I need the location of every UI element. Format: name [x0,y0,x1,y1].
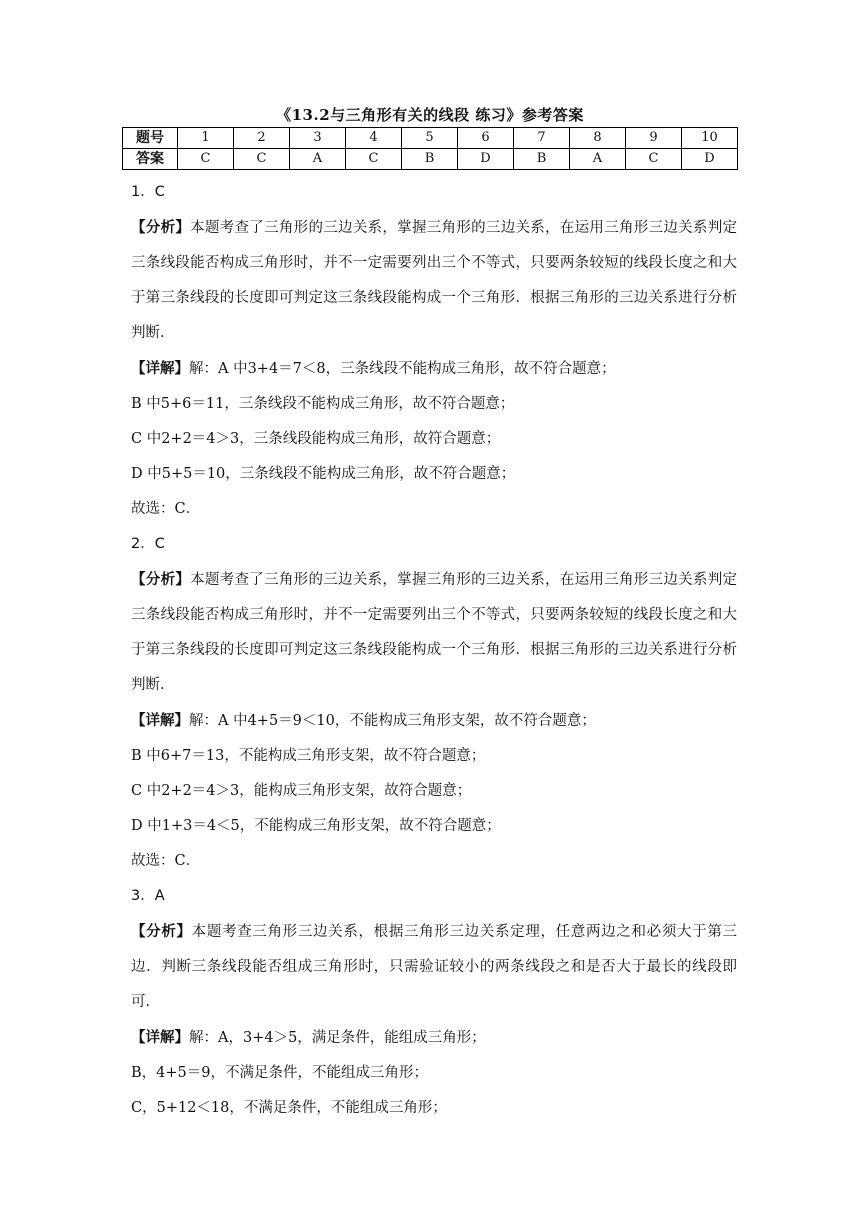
answer-cell: C [346,149,402,170]
row-header-answers: 答案 [123,149,178,170]
detail-line [131,351,737,387]
detail-line: C，5+12＜18，不满足条件，不能组成三角形； [131,1100,447,1116]
detail-line [131,703,737,739]
detail-text: 解：A，3+4＞5，满足条件，能组成三角形； [189,1030,486,1046]
answer-cell: D [458,149,514,170]
question-number-cell: 5 [402,128,458,149]
answer-cell: C [626,149,682,170]
detail-line: C 中2+2＝4＞3，能构成三角形支架，故符合题意； [131,783,472,799]
document-title: 《13.2与三角形有关的线段 练习》参考答案 [276,106,584,124]
question-number-cell: 4 [346,128,402,149]
detail-line: B，4+5＝9，不满足条件，不能组成三角形； [131,1065,428,1081]
answer-key-table [122,127,738,170]
answer-cell: C [178,149,234,170]
question-number-cell: 1 [178,128,234,149]
detail-line: C 中2+2＝4＞3，三条线段能构成三角形，故符合题意； [131,431,501,447]
analysis-paragraph [131,210,737,351]
detail-line: B 中5+6＝11，三条线段不能构成三角形，故不符合题意； [131,396,515,412]
detail-line: D 中5+5＝10，三条线段不能构成三角形，故不符合题意； [131,466,516,482]
analysis-paragraph [131,914,737,1020]
analysis-paragraph [131,562,737,703]
detail-text: 解：A 中4+5＝9＜10，不能构成三角形支架，故不符合题意； [189,713,596,729]
row-header-numbers: 题号 [123,128,178,149]
answer-cell: A [570,149,626,170]
conclusion-line: 故选：C． [131,501,201,517]
analysis-label: 【分析】 [131,219,191,236]
analysis-text: 本题考查了三角形的三边关系，掌握三角形的三边关系，在运用三角形三边关系判定三条线段能否构成三角形时，并不一定需要列出三个不等式，只要两条较短的线段长度之和大于第三条线段的长度即可判定这三条线段能构成一个三角形．根据三角形的三边关系进行分析判断． [131,572,738,693]
question-number-cell: 7 [514,128,570,149]
detail-label: 【详解】 [131,360,189,377]
detail-label: 【详解】 [131,712,189,729]
answer-cell: C [234,149,290,170]
detail-line: B 中6+7＝13，不能构成三角形支架，故不符合题意； [131,748,486,764]
question-number-cell: 3 [290,128,346,149]
analysis-label: 【分析】 [131,571,191,588]
question-number-cell: 6 [458,128,514,149]
answer-cell: A [290,149,346,170]
question-heading: 2．C [131,536,165,552]
question-heading: 1．C [131,184,165,200]
analysis-label: 【分析】 [131,923,192,940]
detail-label: 【详解】 [131,1029,189,1046]
answer-cell: B [402,149,458,170]
question-heading: 3．A [131,888,165,904]
detail-text: 解：A 中3+4＝7＜8，三条线段不能构成三角形，故不符合题意； [189,361,616,377]
solutions-body [131,175,737,1126]
question-number-cell: 10 [682,128,738,149]
table-row-numbers [123,128,738,149]
answer-cell: B [514,149,570,170]
question-number-cell: 2 [234,128,290,149]
question-number-cell: 9 [626,128,682,149]
conclusion-line: 故选：C． [131,853,201,869]
table-row-answers [123,149,738,170]
analysis-text: 本题考查了三角形的三边关系，掌握三角形的三边关系，在运用三角形三边关系判定三条线段能否构成三角形时，并不一定需要列出三个不等式，只要两条较短的线段长度之和大于第三条线段的长度即可判定这三条线段能构成一个三角形．根据三角形的三边关系进行分析判断． [131,220,738,341]
question-number-cell: 8 [570,128,626,149]
answer-cell: D [682,149,738,170]
analysis-text: 本题考查三角形三边关系，根据三角形三边关系定理，任意两边之和必须大于第三边．判断三条线段能否组成三角形时，只需验证较小的两条线段之和是否大于最长的线段即可． [131,924,738,1010]
detail-line: D 中1+3＝4＜5，不能构成三角形支架，故不符合题意； [131,818,501,834]
detail-line [131,1020,737,1056]
